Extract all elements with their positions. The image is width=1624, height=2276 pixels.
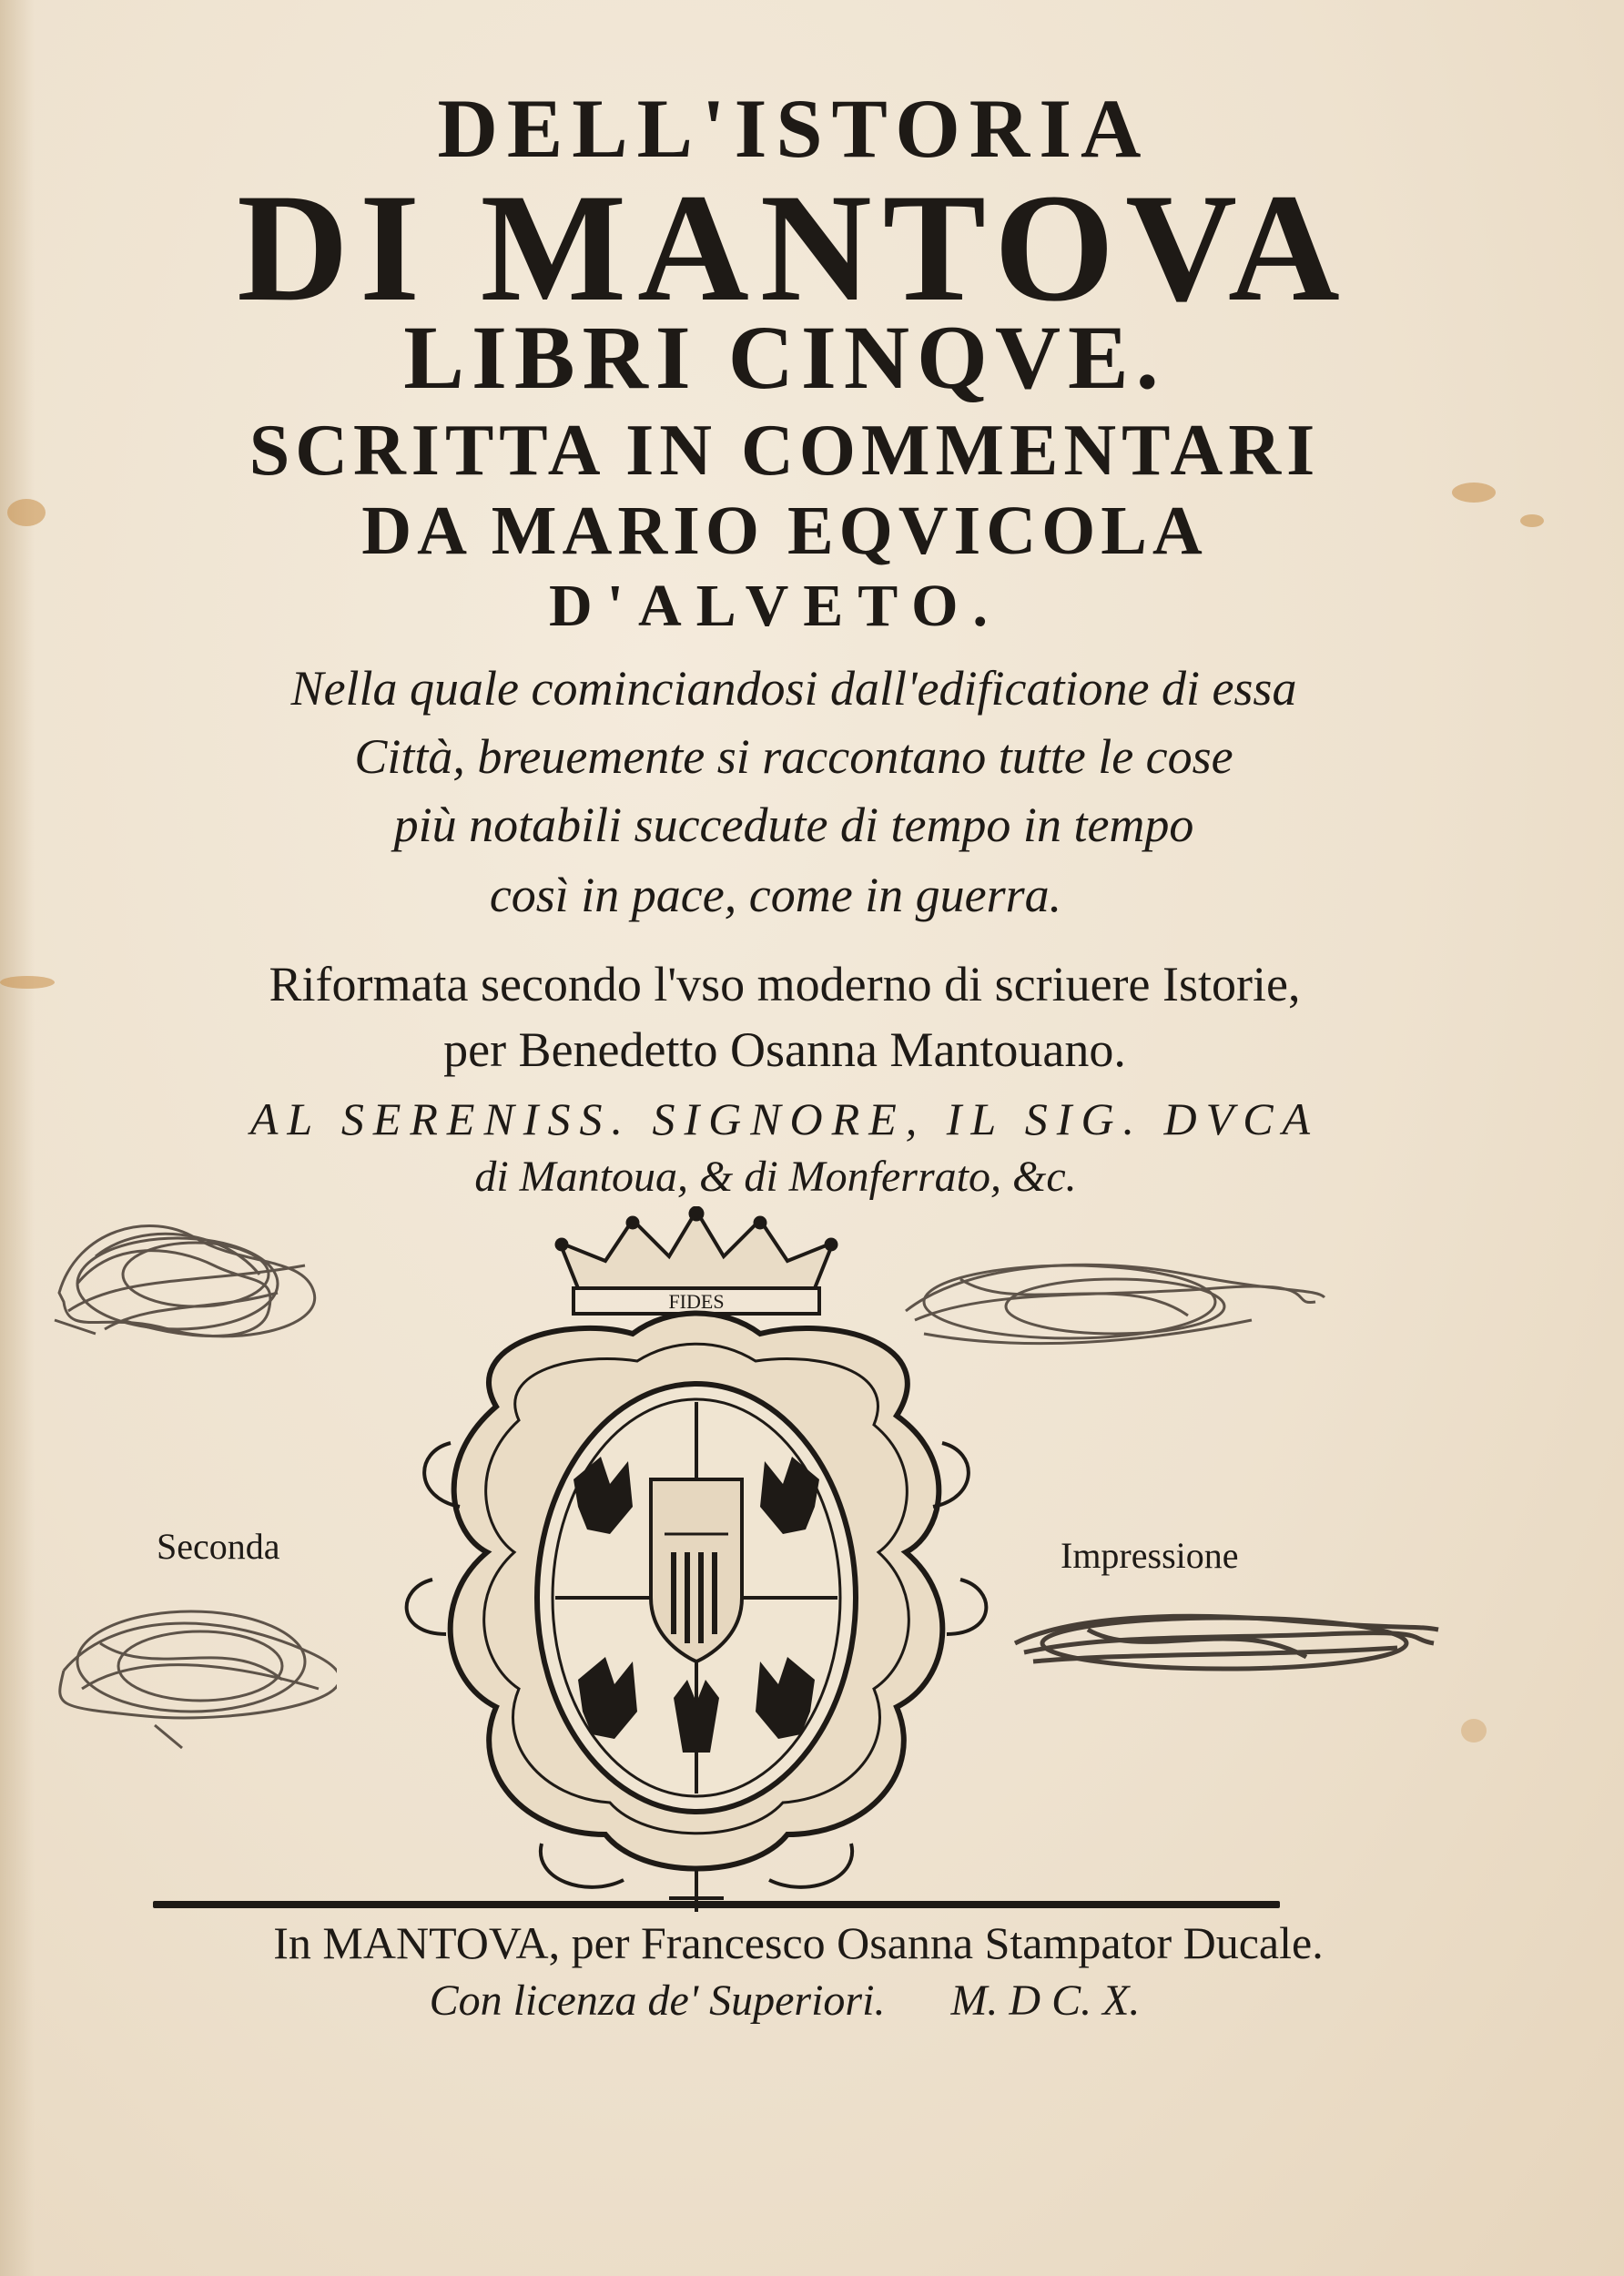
imprint-rule <box>153 1901 1280 1908</box>
side-note-left: Seconda <box>157 1526 280 1567</box>
description-line-2: Città, breuemente si raccontano tutte le cose <box>354 729 1233 784</box>
title-line-4: SCRITTA IN COMMENTARI <box>249 411 1321 491</box>
description-line-3: più notabili succedute di tempo in tempo <box>393 798 1194 852</box>
ink-scribble-icon <box>997 1589 1452 1689</box>
imprint-line-2: Con licenza de' Superiori. M. D C. X. <box>429 1976 1141 2025</box>
title-line-6: D'ALVETO. <box>549 573 1002 639</box>
title-line-2: DI MANTOVA <box>237 162 1351 333</box>
title-line-3: LIBRI CINQVE. <box>403 307 1166 408</box>
description-line-4: così in pace, come in guerra. <box>489 868 1062 922</box>
reform-line-2: per Benedetto Osanna Mantouano. <box>443 1022 1126 1077</box>
emblem-motto: FIDES <box>668 1290 725 1313</box>
title-line-1: DELL'ISTORIA <box>437 82 1151 175</box>
ink-scribble-icon <box>41 1193 341 1366</box>
side-note-right: Impressione <box>1061 1535 1239 1576</box>
ink-scribble-icon <box>46 1580 337 1753</box>
dedication-line-2: di Mantoua, & di Monferrato, &c. <box>474 1153 1077 1201</box>
foxing-stain <box>1461 1719 1487 1743</box>
dedication-line-1: AL SERENISS. SIGNORE, IL SIG. DVCA <box>249 1093 1320 1144</box>
imprint-line-1: In MANTOVA, per Francesco Osanna Stampator Ducale. <box>273 1917 1324 1968</box>
coat-of-arms-icon <box>360 1206 1033 1916</box>
title-line-5: DA MARIO EQVICOLA <box>361 493 1208 569</box>
description-line-1: Nella quale cominciandosi dall'edificatione di essa <box>290 661 1297 716</box>
reform-line-1: Riformata secondo l'vso moderno di scriuere Istorie, <box>269 957 1301 1011</box>
